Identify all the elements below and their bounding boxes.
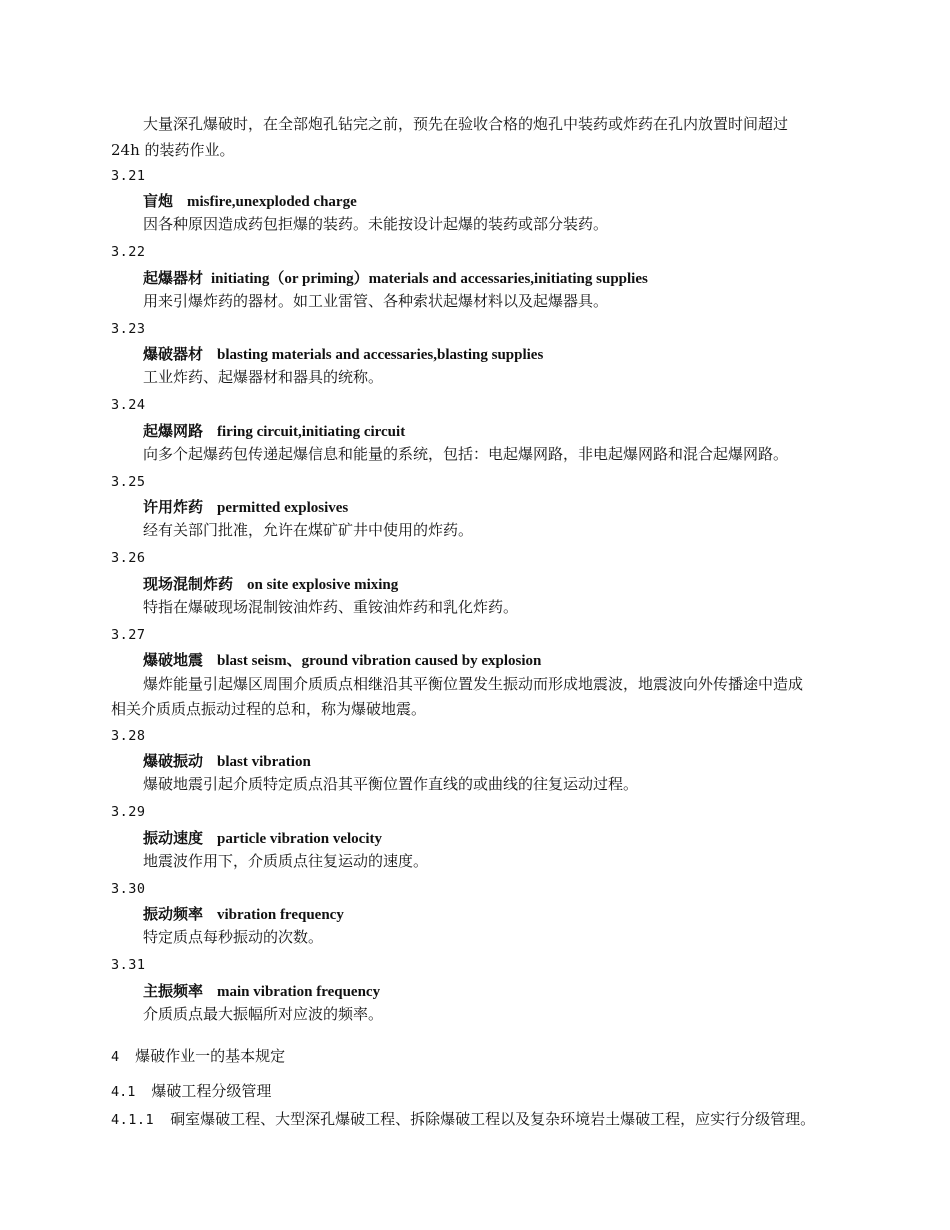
term-en: blasting materials and accessaries,blasting supplies xyxy=(217,347,544,363)
section-heading xyxy=(111,1045,285,1068)
term-en: initiating（or priming）materials and accessaries,initiating supplies xyxy=(211,271,648,287)
term-definition-continued: 相关介质质点振动过程的总和，称为爆破地震。 xyxy=(111,700,427,718)
term-zh: 爆破器材 xyxy=(143,345,204,363)
clause-number: 3.26 xyxy=(111,550,146,566)
term-en: firing circuit,initiating circuit xyxy=(217,424,406,440)
clause-number: 4.1.1 xyxy=(111,1112,155,1128)
term-zh: 主振频率 xyxy=(143,982,204,1000)
term-en: blast vibration xyxy=(217,754,311,770)
term-definition: 用来引爆炸药的器材。如工业雷管、各种索状起爆材料以及起爆器具。 xyxy=(143,292,609,310)
term-zh: 现场混制炸药 xyxy=(143,575,234,593)
term-heading xyxy=(143,420,405,443)
clause-number: 3.22 xyxy=(111,244,146,260)
term-en: blast seism、ground vibration caused by explosion xyxy=(217,653,542,669)
term-zh: 起爆网路 xyxy=(143,422,204,440)
subsection-title: 爆破工程分级管理 xyxy=(151,1082,272,1100)
term-en: vibration frequency xyxy=(217,907,344,923)
term-zh: 盲炮 xyxy=(143,192,174,210)
term-zh: 爆破地震 xyxy=(143,651,204,669)
section-title: 爆破作业一的基本规定 xyxy=(135,1047,286,1065)
clause-number: 3.21 xyxy=(111,168,146,184)
term-heading xyxy=(143,190,357,213)
term-heading xyxy=(143,573,398,596)
term-en: misfire,unexploded charge xyxy=(187,194,357,210)
term-heading xyxy=(143,827,382,850)
term-definition: 工业炸药、起爆器材和器具的统称。 xyxy=(143,368,384,386)
section-number: 4 xyxy=(111,1049,120,1065)
term-heading xyxy=(143,980,380,1003)
term-definition: 爆炸能量引起爆区周围介质质点相继沿其平衡位置发生振动而形成地震波，地震波向外传播途中造成 xyxy=(143,675,804,693)
term-en: permitted explosives xyxy=(217,500,349,516)
clause-text: 硐室爆破工程、大型深孔爆破工程、拆除爆破工程以及复杂环境岩土爆破工程，应实行分级管理。 xyxy=(170,1110,816,1128)
term-heading xyxy=(143,903,344,926)
term-heading xyxy=(143,649,541,672)
term-definition: 特指在爆破现场混制铵油炸药、重铵油炸药和乳化炸药。 xyxy=(143,598,519,616)
term-heading xyxy=(143,267,648,290)
subsection-number: 4.1 xyxy=(111,1084,136,1100)
term-zh: 振动速度 xyxy=(143,829,204,847)
term-zh: 许用炸药 xyxy=(143,498,204,516)
term-heading xyxy=(143,750,311,773)
clause-number: 3.31 xyxy=(111,957,146,973)
term-definition: 地震波作用下，介质质点往复运动的速度。 xyxy=(143,852,429,870)
clause-number: 3.28 xyxy=(111,728,146,744)
term-zh: 起爆器材 xyxy=(143,269,204,287)
clause-4-1-1 xyxy=(111,1108,815,1131)
intro-paragraph-line-1: 大量深孔爆破时，在全部炮孔钻完之前，预先在验收合格的炮孔中装药或炸药在孔内放置时间超过 xyxy=(143,115,789,133)
term-definition: 介质质点最大振幅所对应波的频率。 xyxy=(143,1005,384,1023)
term-definition: 向多个起爆药包传递起爆信息和能量的系统，包括：电起爆网路，非电起爆网路和混合起爆网路。 xyxy=(143,445,789,463)
clause-number: 3.25 xyxy=(111,474,146,490)
clause-number: 3.24 xyxy=(111,397,146,413)
subsection-heading xyxy=(111,1080,271,1103)
term-heading xyxy=(143,496,348,519)
intro-paragraph-line-2: 24h 的装药作业。 xyxy=(111,141,235,159)
term-en: main vibration frequency xyxy=(217,984,381,1000)
clause-number: 3.23 xyxy=(111,321,146,337)
clause-number: 3.29 xyxy=(111,804,146,820)
term-definition: 爆破地震引起介质特定质点沿其平衡位置作直线的或曲线的往复运动过程。 xyxy=(143,775,639,793)
term-en: on site explosive mixing xyxy=(247,577,399,593)
clause-number: 3.30 xyxy=(111,881,146,897)
term-zh: 振动频率 xyxy=(143,905,204,923)
term-heading xyxy=(143,343,543,366)
term-definition: 特定质点每秒振动的次数。 xyxy=(143,928,324,946)
term-definition: 因各种原因造成药包拒爆的装药。未能按设计起爆的装药或部分装药。 xyxy=(143,215,609,233)
clause-number: 3.27 xyxy=(111,627,146,643)
term-definition: 经有关部门批准，允许在煤矿矿井中使用的炸药。 xyxy=(143,521,474,539)
term-zh: 爆破振动 xyxy=(143,752,204,770)
term-en: particle vibration velocity xyxy=(217,831,382,847)
